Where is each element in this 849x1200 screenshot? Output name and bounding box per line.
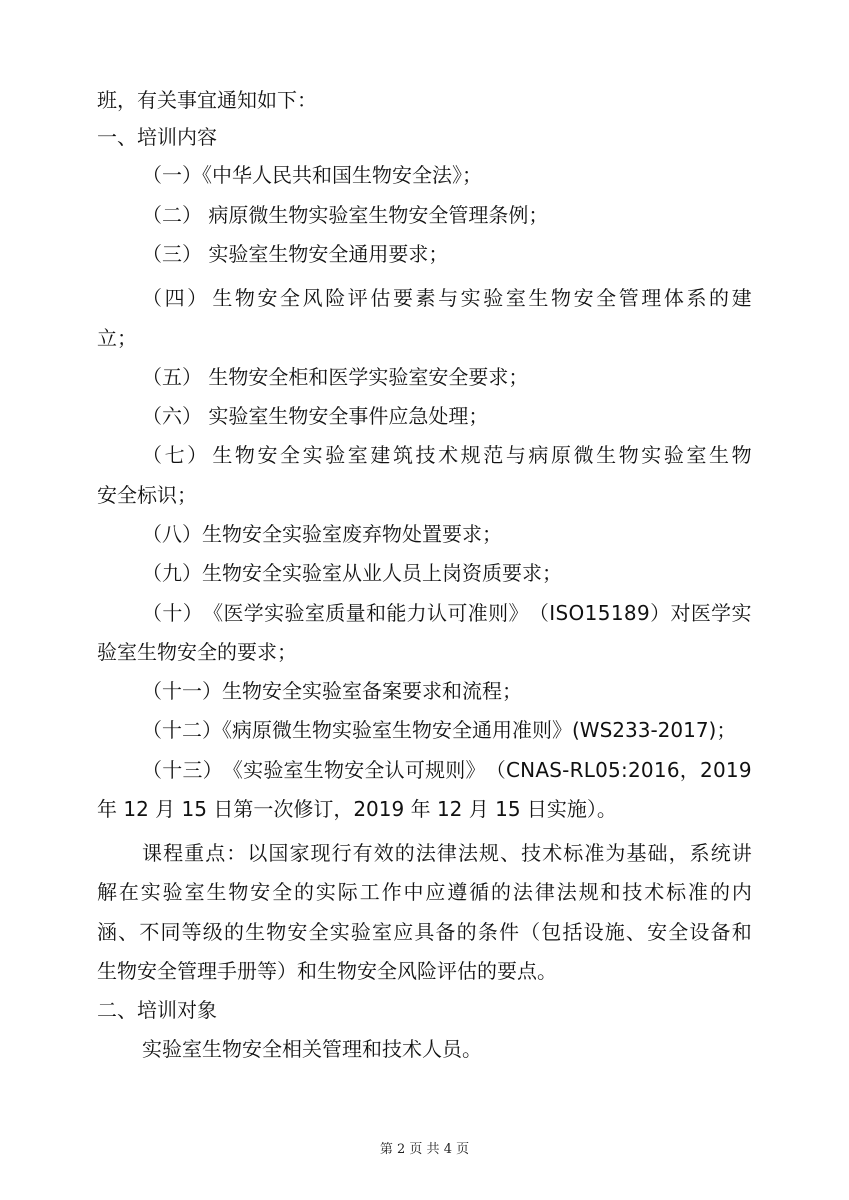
text-char: 规 [479, 841, 499, 865]
text-char: S [555, 601, 569, 625]
text-char: 十 [162, 758, 183, 782]
text-char: 法 [457, 841, 478, 865]
list-item-continuation: 验室生物安全的要求； [97, 640, 297, 664]
page-number: 第 2 页 共 4 页 [379, 1142, 470, 1157]
text-char: （ [142, 758, 162, 782]
text-char: 安 [647, 920, 668, 944]
text-char: 生 [303, 758, 324, 782]
text-char: 评 [347, 286, 368, 310]
text-char: 和 [600, 880, 621, 904]
paragraph-line [97, 918, 752, 946]
list-item-justified [142, 756, 752, 784]
text-char: 全 [272, 880, 293, 904]
text-char: 与 [505, 443, 526, 467]
list-item: （一）《中华人民共和国生物安全法》； [142, 163, 482, 187]
text-char: 则 [488, 601, 509, 625]
text-char: 包 [541, 920, 562, 944]
text-char: 险 [325, 286, 346, 310]
text-char: 与 [438, 286, 459, 310]
text-char: 》 [508, 601, 529, 625]
text-char: 筑 [392, 443, 413, 467]
text-char: 生 [596, 443, 617, 467]
list-item-continuation: 年 12 月 15 日第一次修订，2019 年 12 月 15 日实施）。 [97, 797, 617, 821]
list-item-justified [142, 441, 752, 469]
list-item: （三） 实验室生物安全通用要求； [142, 242, 449, 266]
list-item-justified [142, 284, 752, 312]
text-char: （ [142, 443, 162, 467]
text-char: 0 [712, 758, 726, 782]
text-char: 、 [500, 841, 521, 865]
text-char: 可 [404, 758, 425, 782]
text-char: 法 [512, 880, 533, 904]
text-char: 标 [563, 841, 584, 865]
list-item: （六） 实验室生物安全事件应急处理； [142, 404, 489, 428]
text-char: ， [668, 841, 689, 865]
text-char: 物 [234, 286, 255, 310]
list-item: （十一）生物安全实验室备案要求和流程； [142, 679, 522, 703]
text-char: 素 [415, 286, 436, 310]
text-char: ： [226, 841, 247, 865]
paragraph-line [97, 878, 752, 906]
text-char: 和 [365, 601, 386, 625]
text-char: 全 [668, 920, 689, 944]
list-item: （八）生物安全实验室废弃物处置要求； [142, 522, 502, 546]
text-char: 统 [710, 841, 731, 865]
list-item: （十二）《病原微生物实验室生物安全通用准则》(WS233-2017)； [142, 718, 737, 742]
text-char: 实 [302, 443, 323, 467]
text-char: 应 [393, 920, 414, 944]
list-item-continuation: 立； [97, 326, 137, 350]
text-char: 以 [247, 841, 268, 865]
text-char: 工 [359, 880, 380, 904]
text-char: 建 [370, 443, 391, 467]
text-char: 全 [596, 286, 617, 310]
section-heading: 二、培训对象 [97, 998, 217, 1022]
text-char: （ [528, 601, 549, 625]
text-char: 生 [528, 286, 549, 310]
text-char: 的 [294, 880, 315, 904]
paragraph-line [142, 839, 752, 867]
text-char: 2 [627, 758, 641, 782]
text-char: 术 [644, 880, 665, 904]
list-item: （五） 生物安全柜和医学实验室安全要求； [142, 365, 529, 389]
text-char: 、 [118, 920, 139, 944]
text-char: 验 [263, 758, 284, 782]
text-char: 医 [223, 601, 244, 625]
text-char: 三 [182, 758, 203, 782]
text-char: 准 [467, 601, 488, 625]
text-char: 1 [653, 758, 667, 782]
text-char: 同 [160, 920, 181, 944]
text-char: 不 [139, 920, 160, 944]
text-char: 全 [280, 286, 301, 310]
text-char: 基 [626, 841, 647, 865]
text-char: 微 [573, 443, 594, 467]
text-char: 室 [347, 443, 368, 467]
text-char: 生 [709, 443, 730, 467]
text-char: 遵 [447, 880, 468, 904]
text-char: （ [142, 286, 162, 310]
text-char: 家 [289, 841, 310, 865]
text-char: 室 [304, 601, 325, 625]
text-char: ， [679, 758, 700, 782]
text-char: 全 [280, 443, 301, 467]
text-char: 的 [709, 880, 730, 904]
list-item-continuation: 安全标识； [97, 483, 197, 507]
text-char: 1 [610, 601, 624, 625]
text-char: 的 [223, 920, 244, 944]
text-char: 生 [212, 443, 233, 467]
text-char: 6 [666, 758, 680, 782]
text-char: 础 [647, 841, 668, 865]
text-char: 实 [731, 601, 752, 625]
text-char: ） [187, 443, 208, 467]
text-char: 生 [206, 880, 227, 904]
text-char: - [562, 758, 570, 782]
text-char: 1 [725, 758, 739, 782]
text-char: 物 [618, 443, 639, 467]
text-char: 设 [689, 920, 710, 944]
text-char: 认 [384, 758, 405, 782]
text-char: 法 [556, 880, 577, 904]
text-char: 准 [688, 880, 709, 904]
text-char: 生 [245, 920, 266, 944]
text-char: 法 [415, 841, 436, 865]
text-char: 室 [686, 443, 707, 467]
text-char: 《 [203, 601, 224, 625]
text-char: 建 [731, 286, 752, 310]
text-char: 实 [460, 286, 481, 310]
text-char: 病 [528, 443, 549, 467]
paragraph-line: 实验室生物安全相关管理和技术人员。 [142, 1037, 482, 1061]
text-char: 安 [257, 443, 278, 467]
text-char: 件 [498, 920, 519, 944]
text-char: 实 [243, 758, 264, 782]
text-char: 行 [331, 841, 352, 865]
text-char: ） [187, 286, 208, 310]
text-char: （ [520, 920, 541, 944]
text-char: 安 [573, 286, 594, 310]
text-char: 作 [381, 880, 402, 904]
doc-line: 班，有关事宜通知如下： [97, 88, 317, 112]
text-char: : [620, 758, 628, 782]
text-char: 体 [663, 286, 684, 310]
text-char: 室 [283, 758, 304, 782]
text-char: 技 [521, 841, 542, 865]
text-char: 施 [604, 920, 625, 944]
text-char: 安 [250, 880, 271, 904]
text-char: 管 [618, 286, 639, 310]
text-char: 物 [550, 286, 571, 310]
text-char: 循 [469, 880, 490, 904]
text-char: A [535, 758, 549, 782]
text-char: 物 [234, 443, 255, 467]
text-char: 《 [222, 758, 243, 782]
text-char: 七 [164, 443, 185, 467]
text-char: N [520, 758, 536, 782]
text-char: 在 [118, 880, 139, 904]
text-char: 的 [394, 841, 415, 865]
text-char: 全 [364, 758, 385, 782]
text-char: 全 [308, 920, 329, 944]
text-char: 2 [699, 758, 713, 782]
text-char: 系 [686, 286, 707, 310]
text-char: 内 [731, 880, 752, 904]
text-char: 实 [264, 601, 285, 625]
text-char: 括 [562, 920, 583, 944]
text-char: 课 [142, 841, 162, 865]
text-char: 物 [731, 443, 752, 467]
text-char: 术 [542, 841, 563, 865]
text-char: 备 [435, 920, 456, 944]
text-char: ） [202, 758, 223, 782]
list-item-justified [142, 599, 752, 627]
text-char: 5 [597, 601, 611, 625]
text-char: 学 [243, 601, 264, 625]
text-char: 验 [663, 443, 684, 467]
text-char: 要 [392, 286, 413, 310]
text-char: 安 [287, 920, 308, 944]
text-char: 估 [370, 286, 391, 310]
text-char: 重 [184, 841, 205, 865]
text-char: L [583, 758, 595, 782]
text-char: 律 [534, 880, 555, 904]
text-char: 范 [483, 443, 504, 467]
text-char: 9 [738, 758, 752, 782]
text-char: 实 [641, 443, 662, 467]
text-char: 物 [266, 920, 287, 944]
text-char: 程 [163, 841, 184, 865]
text-char: 室 [184, 880, 205, 904]
text-char: 验 [325, 443, 346, 467]
text-char: 能 [386, 601, 407, 625]
paragraph-line: 生物安全管理手册等）和生物安全风险评估的要点。 [97, 959, 557, 983]
text-char: 物 [228, 880, 249, 904]
text-char: ） [650, 601, 671, 625]
text-char: I [549, 601, 556, 625]
text-char: 的 [456, 920, 477, 944]
text-char: 、 [625, 920, 646, 944]
text-char: R [569, 758, 584, 782]
text-char: 规 [425, 758, 446, 782]
text-char: 规 [578, 880, 599, 904]
text-char: 国 [268, 841, 289, 865]
text-char: 质 [325, 601, 346, 625]
text-char: 生 [212, 286, 233, 310]
list-item: （九）生物安全实验室从业人员上岗资质要求； [142, 561, 562, 585]
text-char: 和 [731, 920, 752, 944]
section-heading: 一、培训内容 [97, 125, 217, 149]
text-char: 对 [670, 601, 691, 625]
text-char: 理 [641, 286, 662, 310]
text-char: 力 [406, 601, 427, 625]
text-char: 系 [689, 841, 710, 865]
text-char: 》 [465, 758, 486, 782]
text-char: 标 [666, 880, 687, 904]
text-char: 则 [445, 758, 466, 782]
text-char: （ [142, 601, 162, 625]
text-char: 具 [414, 920, 435, 944]
text-char: 9 [637, 601, 650, 625]
text-char: 技 [622, 880, 643, 904]
text-char: 备 [710, 920, 731, 944]
text-char: 等 [181, 920, 202, 944]
text-char: 验 [483, 286, 504, 310]
text-char: 术 [438, 443, 459, 467]
text-char: 物 [323, 758, 344, 782]
text-char: O [568, 601, 585, 625]
text-char: 点 [205, 841, 226, 865]
text-char: 验 [284, 601, 305, 625]
text-char: 安 [344, 758, 365, 782]
text-char: 的 [709, 286, 730, 310]
text-char: 学 [711, 601, 732, 625]
text-char: 际 [337, 880, 358, 904]
text-char: 四 [164, 286, 185, 310]
text-char: 设 [583, 920, 604, 944]
text-char: 涵 [97, 920, 117, 944]
text-char: 验 [162, 880, 183, 904]
text-char: 为 [605, 841, 626, 865]
text-char: C [505, 758, 520, 782]
text-char: 解 [97, 880, 117, 904]
text-char: 规 [460, 443, 481, 467]
text-char: 讲 [731, 841, 752, 865]
text-char: 验 [350, 920, 371, 944]
text-char: 可 [447, 601, 468, 625]
text-char: 医 [690, 601, 711, 625]
text-char: 律 [436, 841, 457, 865]
text-char: 条 [477, 920, 498, 944]
text-char: 安 [257, 286, 278, 310]
text-char: 室 [505, 286, 526, 310]
text-char: 级 [202, 920, 223, 944]
text-char: ） [182, 601, 203, 625]
text-char: 0 [640, 758, 654, 782]
text-char: 量 [345, 601, 366, 625]
text-char: 实 [315, 880, 336, 904]
text-char: 有 [352, 841, 373, 865]
text-char: 准 [584, 841, 605, 865]
text-char: 原 [550, 443, 571, 467]
text-char: 1 [584, 601, 598, 625]
text-char: 技 [415, 443, 436, 467]
text-char: 十 [162, 601, 183, 625]
text-char: 风 [302, 286, 323, 310]
text-char: 实 [140, 880, 161, 904]
text-char: （ [485, 758, 506, 782]
list-item: （二） 病原微生物实验室生物安全管理条例； [142, 203, 549, 227]
text-char: 0 [595, 758, 608, 782]
text-char: 效 [373, 841, 394, 865]
text-char: 现 [310, 841, 331, 865]
text-char: 8 [623, 601, 637, 625]
text-char: 5 [608, 758, 621, 782]
text-char: 的 [491, 880, 512, 904]
text-char: 认 [427, 601, 448, 625]
text-char: 实 [329, 920, 350, 944]
text-char: S [549, 758, 562, 782]
text-char: 中 [403, 880, 424, 904]
text-char: 应 [425, 880, 446, 904]
text-char: 室 [372, 920, 393, 944]
